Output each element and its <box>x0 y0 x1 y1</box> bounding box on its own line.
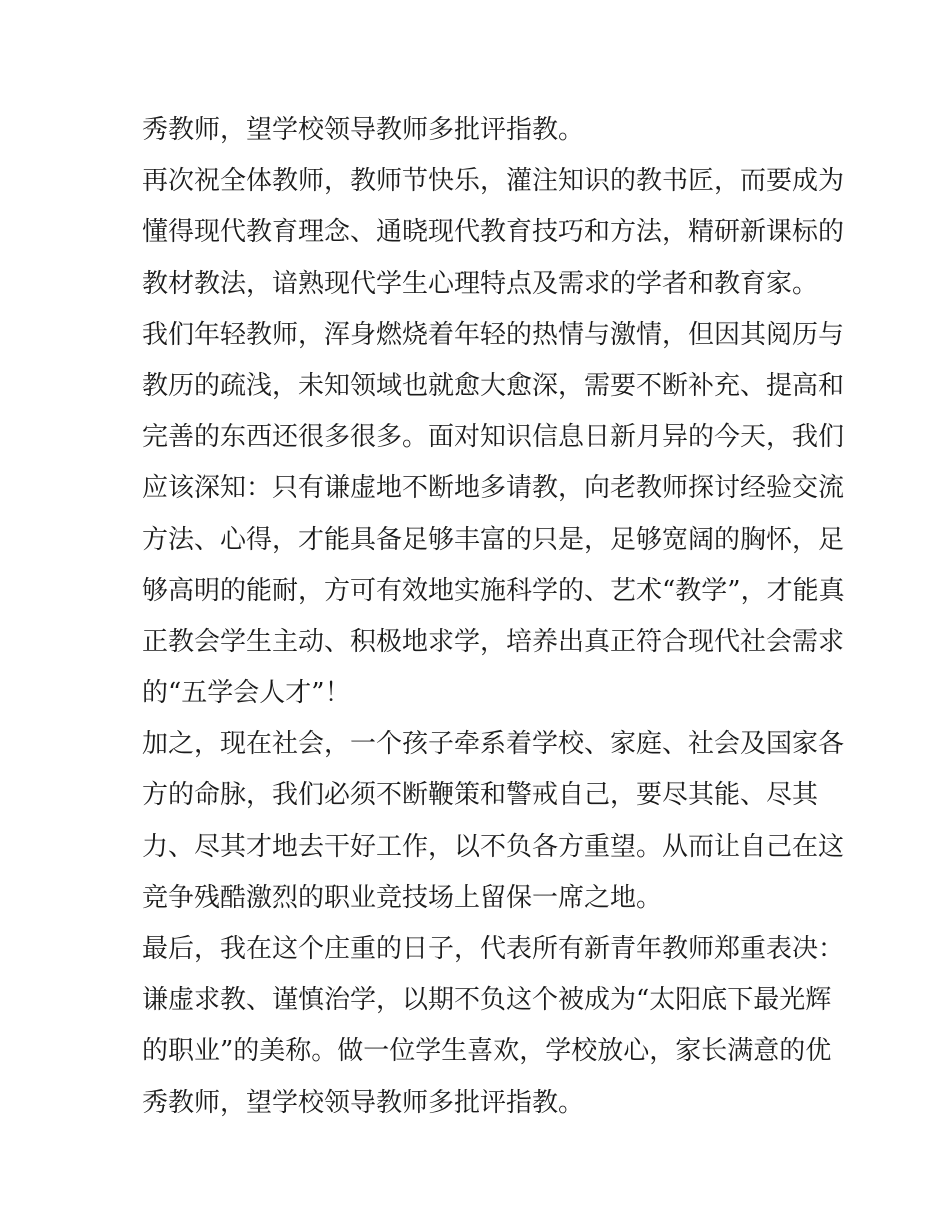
text-line: 再次祝全体教师，教师节快乐，灌注知识的教书匠，而要成为 <box>142 166 845 197</box>
text-line: 应该深知：只有谦虚地不断地多请教，向老教师探讨经验交流 <box>142 473 845 504</box>
text-line: 的职业”的美称。做一位学生喜欢，学校放心，家长满意的优 <box>142 1036 832 1067</box>
text-line: 竞争残酷激烈的职业竞技场上留保一席之地。 <box>142 882 663 913</box>
text-line: 完善的东西还很多很多。面对知识信息日新月异的今天，我们 <box>142 422 845 453</box>
text-line: 教历的疏浅，未知领域也就愈大愈深，需要不断补充、提高和 <box>142 370 845 401</box>
text-line: 的“五学会人才”！ <box>142 678 351 709</box>
text-line: 懂得现代教育理念、通晓现代教育技巧和方法，精研新课标的 <box>142 217 845 248</box>
text-line: 秀教师，望学校领导教师多批评指教。 <box>142 1087 585 1118</box>
text-line: 教材教法，谙熟现代学生心理特点及需求的学者和教育家。 <box>142 268 819 299</box>
text-line: 加之，现在社会，一个孩子牵系着学校、家庭、社会及国家各 <box>142 729 845 760</box>
text-line: 最后，我在这个庄重的日子，代表所有新青年教师郑重表决： <box>142 934 845 964</box>
text-line: 方的命脉，我们必须不断鞭策和警戒自己，要尽其能、尽其 <box>142 780 819 811</box>
body-text <box>142 105 845 1129</box>
text-line: 秀教师，望学校领导教师多批评指教。 <box>142 115 585 145</box>
text-line: 力、尽其才地去干好工作，以不负各方重望。从而让自己在这 <box>142 831 845 862</box>
text-line: 谦虚求教、谨慎治学，以期不负这个被成为“太阳底下最光辉 <box>142 985 832 1016</box>
text-line: 正教会学生主动、积极地求学，培养出真正符合现代社会需求 <box>142 626 845 657</box>
text-line: 我们年轻教师，浑身燃烧着年轻的热情与激情，但因其阅历与 <box>142 319 845 350</box>
text-line: 方法、心得，才能具备足够丰富的只是，足够宽阔的胸怀，足 <box>142 524 845 555</box>
text-line: 够高明的能耐，方可有效地实施科学的、艺术“教学”，才能真 <box>142 575 845 606</box>
